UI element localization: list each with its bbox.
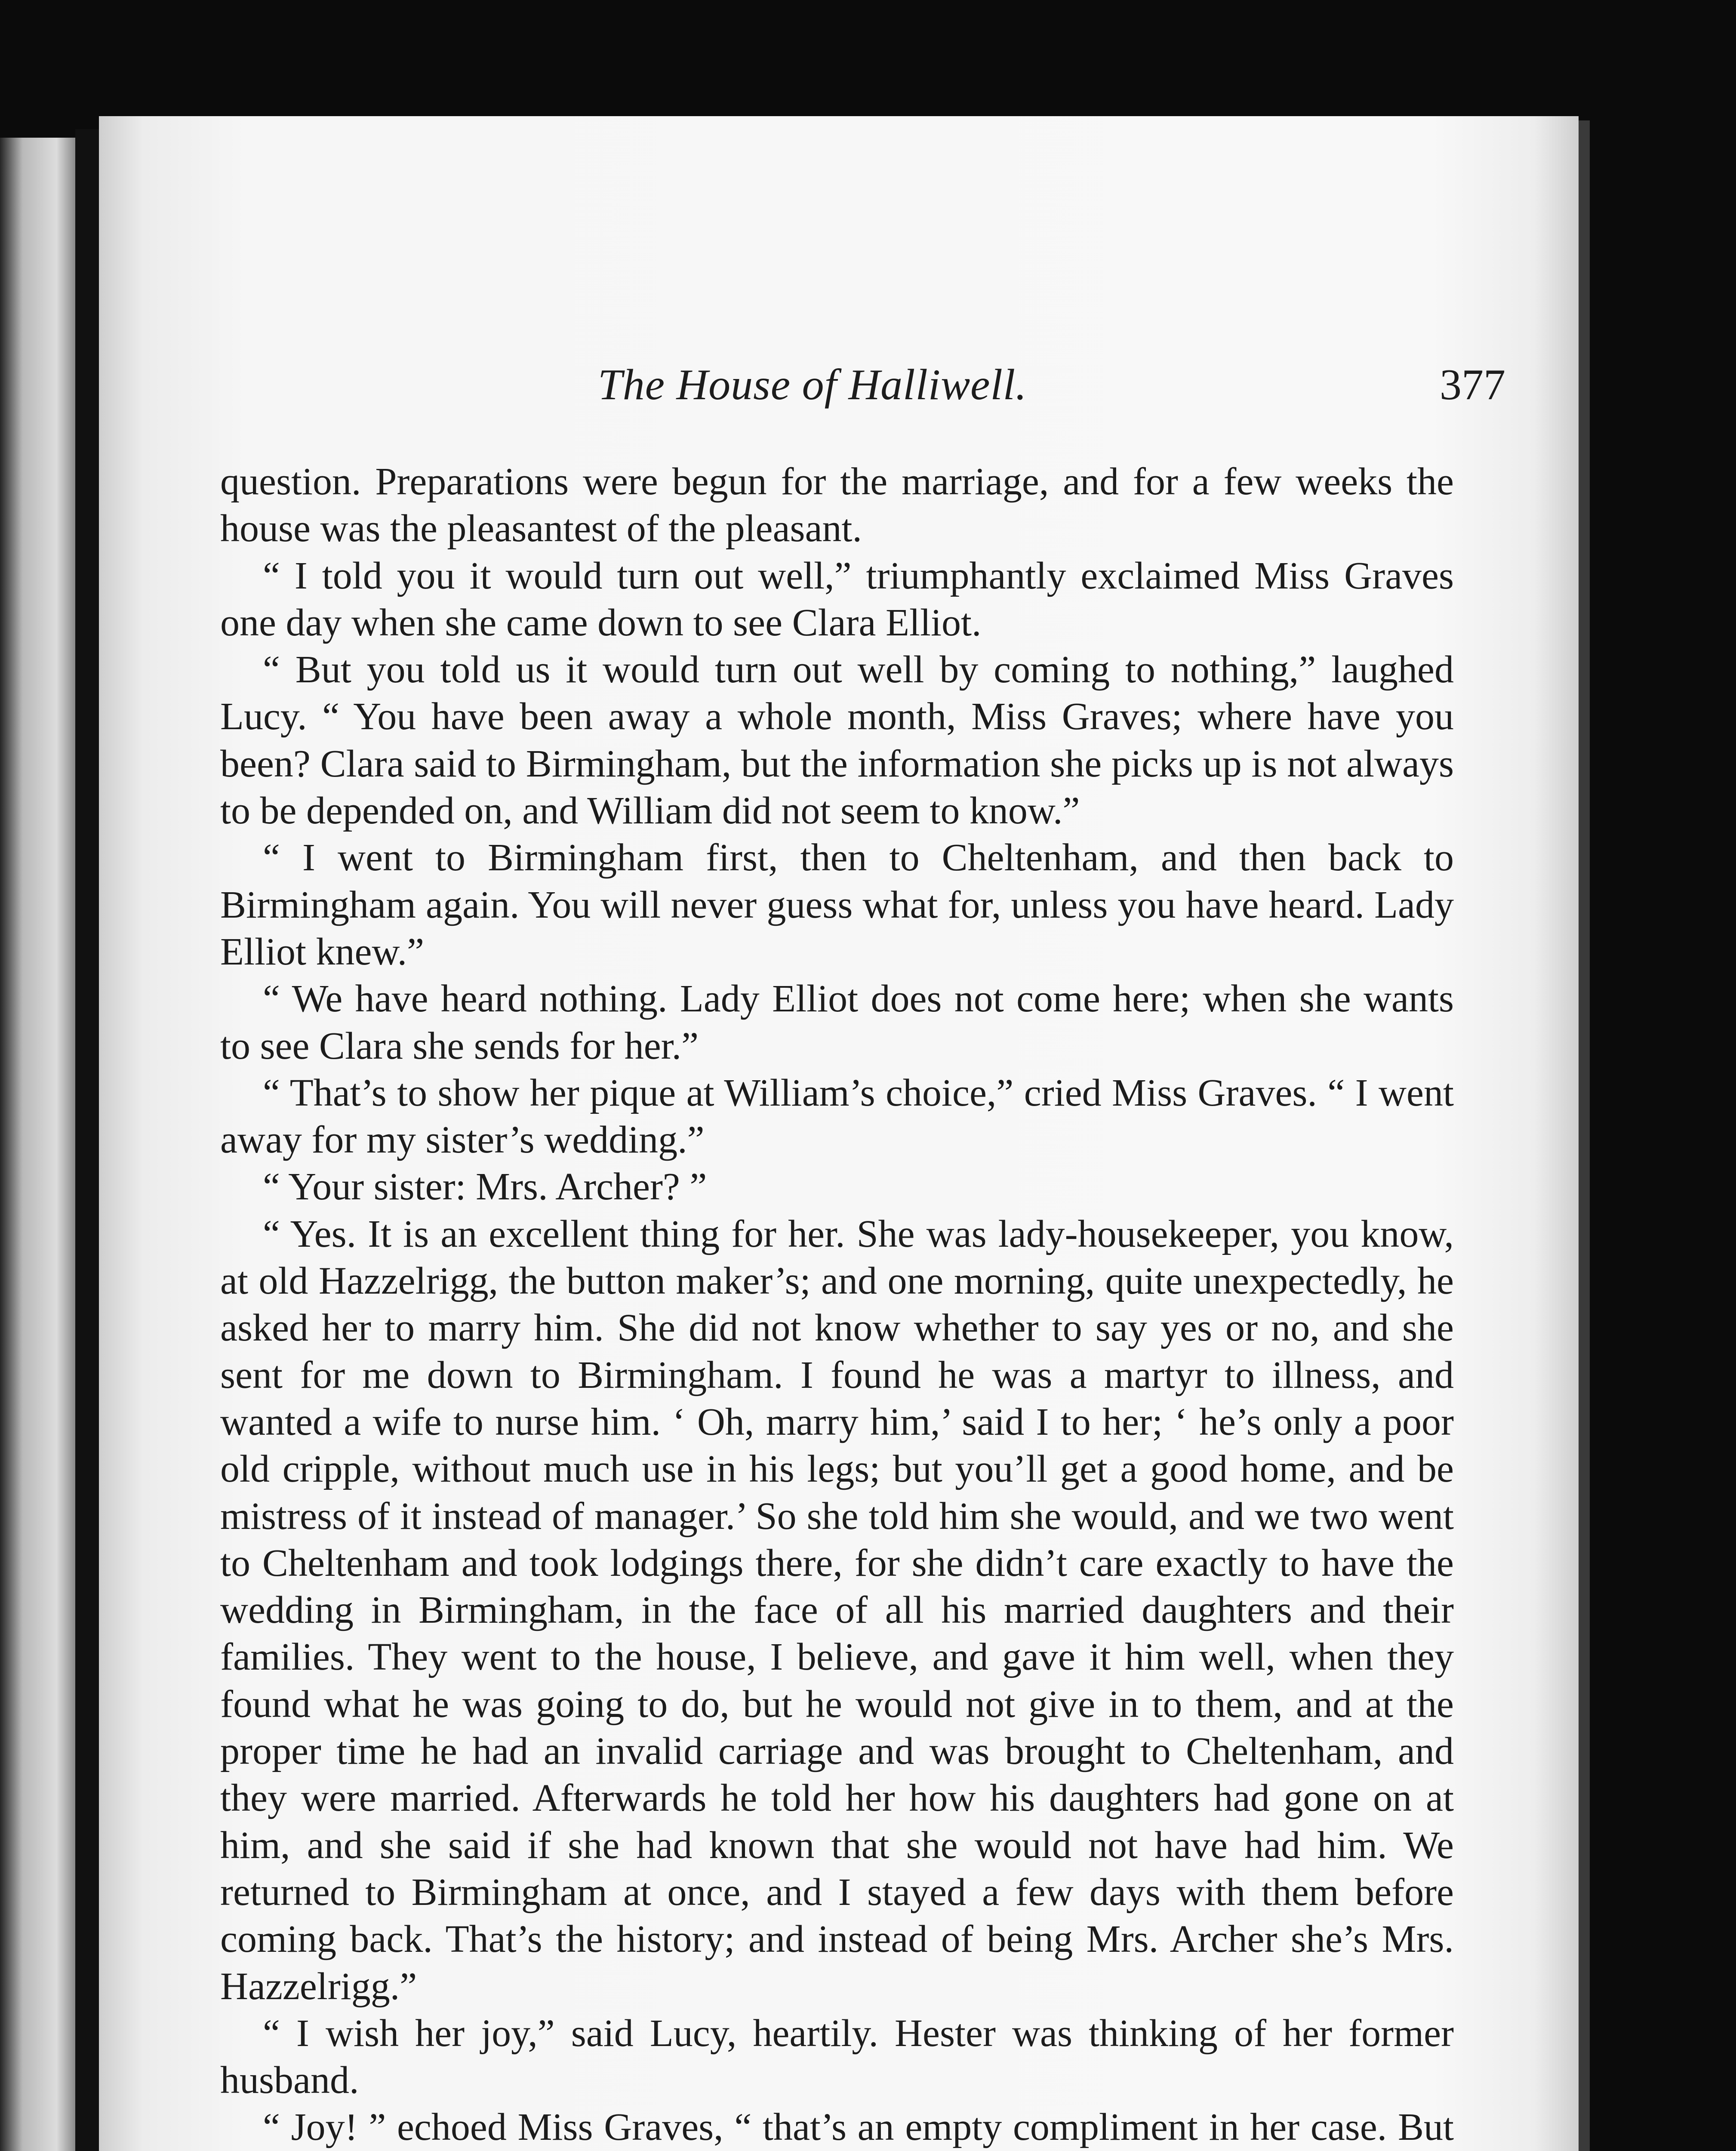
facing-page-edge bbox=[0, 138, 75, 2151]
paragraph: “ That’s to show her pique at William’s choice,” cried Miss Graves. “ I went away for my sister’s wedding.” bbox=[220, 1071, 1454, 1162]
page-number: 377 bbox=[1440, 361, 1505, 409]
paragraph: “ But you told us it would turn out well by coming to nothing,” laughed Lucy. “ You have been away a whole month, Miss Graves; where have you been? Clara said to Birmingham, but the information she picks up is not always to be depended on, and William did not seem to know.” bbox=[220, 648, 1454, 832]
paragraph: “ We have heard nothing. Lady Elliot does not come here; when she wants to see Clara she sends for her.” bbox=[220, 977, 1454, 1067]
page-edge-shadow bbox=[1579, 120, 1590, 2151]
paragraph: question. Preparations were begun for the marriage, and for a few weeks the house was the pleasantest of the pleasant. bbox=[220, 460, 1454, 550]
paragraph: “ I wish her joy,” said Lucy, heartily. Hester was thinking of her former husband. bbox=[220, 2012, 1454, 2102]
paragraph: “ Your sister: Mrs. Archer? ” bbox=[263, 1165, 707, 1208]
paragraph: “ I went to Birmingham first, then to Cheltenham, and then back to Birmingham again. You will never guess what for, unless you have heard. Lady Elliot knew.” bbox=[220, 836, 1454, 973]
page-header bbox=[99, 357, 1579, 413]
paragraph: “ Yes. It is an excellent thing for her. She was lady-housekeeper, you know, at old Hazzelrigg, the button maker’s; and one morning, quite unexpectedly, he asked her to marry him. She did not know whether to say yes or no, and she sent for me down to Birmingham. I found he was a martyr to illness, and wanted a wife to nurse him. ‘ Oh, marry him,’ said I to her; ‘ he’s only a poor old cripple, without much use in his legs; but you’ll get a good home, and be mistress of it instead of manager.’ So she told him she would, and we two went to Cheltenham and took lodgings there, for she didn’t care exactly to have the wedding in Birmingham, in the face of all his married daughters and their families. They went to the house, I believe, and gave it him well, when they found what he was going to do, but he would not give in to them, and at the proper time he had an invalid carriage and was brought to Cheltenham, and they were married. Afterwards he told her how his daughters had gone on at him, and she said if she had known that she would not have had him. We returned to Birmingham at once, and I stayed a few days with them before coming back. That’s the history; and instead of being Mrs. Archer she’s Mrs. Hazzelrigg.” bbox=[220, 1212, 1454, 2008]
body-text bbox=[220, 458, 1454, 2151]
book-gutter bbox=[75, 129, 99, 2151]
book-page bbox=[99, 116, 1579, 2151]
paragraph: “ I told you it would turn out well,” triumphantly exclaimed Miss Graves one day when she came down to see Clara Elliot. bbox=[220, 554, 1454, 644]
paragraph: “ Joy! ” echoed Miss Graves, “ that’s an empty compliment in her case. But bbox=[263, 2106, 1454, 2149]
running-title: The House of Halliwell. bbox=[598, 361, 1027, 409]
